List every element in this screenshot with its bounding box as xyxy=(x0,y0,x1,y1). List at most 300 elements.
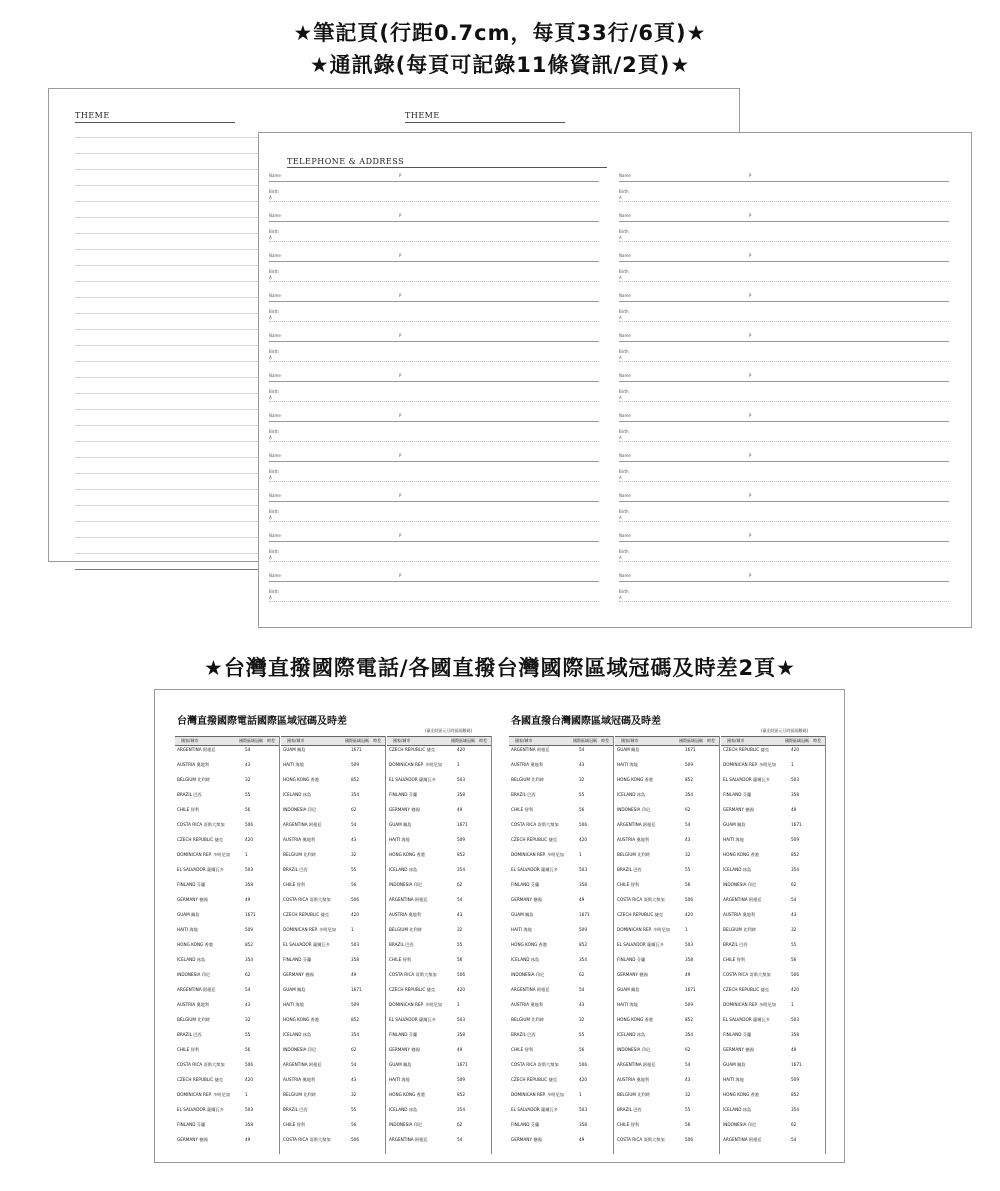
table-row xyxy=(615,776,719,783)
table-row xyxy=(175,761,279,768)
country-code: 56 xyxy=(579,1047,585,1052)
table-row xyxy=(615,1114,719,1121)
country-name: ICELAND 冰島 xyxy=(283,1032,312,1037)
table-row xyxy=(509,761,613,768)
name-label: Name xyxy=(619,333,631,338)
entry-top-line xyxy=(619,381,949,382)
country-name: CHILE 智利 xyxy=(177,1047,199,1052)
table-row xyxy=(387,1084,491,1091)
contact-entry[interactable] xyxy=(619,213,949,250)
contact-entry[interactable] xyxy=(269,573,599,610)
country-code: 62 xyxy=(685,1047,691,1052)
country-code: 54 xyxy=(791,1137,797,1142)
table-row xyxy=(175,1024,279,1031)
table-row xyxy=(175,971,279,978)
table-row xyxy=(175,919,279,926)
country-name: GUAM 關島 xyxy=(177,912,200,917)
contact-entry[interactable] xyxy=(269,253,599,290)
country-name: FINLAND 芬蘭 xyxy=(389,792,418,797)
table-row xyxy=(281,1001,385,1008)
table-row xyxy=(387,919,491,926)
table-row xyxy=(281,904,385,911)
table-row xyxy=(281,1061,385,1068)
table-row xyxy=(721,1084,825,1091)
country-name: BRAZIL 巴西 xyxy=(389,942,414,947)
country-name: FINLAND 芬蘭 xyxy=(177,1122,206,1127)
name-label: Name xyxy=(619,213,631,218)
entry-dotted-line xyxy=(269,281,599,282)
codes-page xyxy=(154,689,845,1163)
country-code: 1671 xyxy=(351,987,362,992)
table-header xyxy=(387,736,491,746)
table-row xyxy=(509,986,613,993)
country-name: AUSTRIA 奧地利 xyxy=(617,1077,650,1082)
table-row xyxy=(615,1069,719,1076)
country-code: 358 xyxy=(457,1032,465,1037)
country-name: ARGENTINA 阿根廷 xyxy=(283,822,322,827)
contact-entry[interactable] xyxy=(619,573,949,610)
country-code: 509 xyxy=(351,1002,359,1007)
table-row xyxy=(387,941,491,948)
table-row xyxy=(721,919,825,926)
country-code: 43 xyxy=(579,1002,585,1007)
address-label: A xyxy=(619,475,622,480)
country-name: CZECH REPUBLIC 捷克 xyxy=(177,837,224,842)
country-code: 509 xyxy=(685,1002,693,1007)
table-row xyxy=(721,949,825,956)
country-name: BELGIUM 比利時 xyxy=(617,1092,650,1097)
country-name: COSTA RICA 哥斯大黎加 xyxy=(389,972,437,977)
table-row xyxy=(509,971,613,978)
table-row xyxy=(721,964,825,971)
phone-label: P xyxy=(749,213,752,218)
table-row xyxy=(387,1106,491,1113)
table-row xyxy=(175,1136,279,1143)
table-row xyxy=(387,1046,491,1053)
table-row xyxy=(387,1136,491,1143)
country-name: GUAM 關島 xyxy=(283,747,306,752)
table-row xyxy=(615,934,719,941)
table-row xyxy=(387,1016,491,1023)
phone-label: P xyxy=(749,413,752,418)
table-row xyxy=(387,1144,491,1151)
address-label: A xyxy=(269,555,272,560)
country-name: INDONESIA 印尼 xyxy=(617,1047,651,1052)
country-code: 506 xyxy=(579,822,587,827)
country-code: 54 xyxy=(245,747,251,752)
birth-label: Birth xyxy=(619,269,629,274)
table-row xyxy=(387,851,491,858)
table-row xyxy=(509,934,613,941)
table-row xyxy=(615,1024,719,1031)
contact-entry[interactable] xyxy=(619,253,949,290)
contact-entry[interactable] xyxy=(619,413,949,450)
country-name: CZECH REPUBLIC 捷克 xyxy=(617,912,664,917)
table-row xyxy=(615,866,719,873)
country-code: 49 xyxy=(245,897,251,902)
header-cell: 時差 xyxy=(813,738,821,743)
country-code: 420 xyxy=(351,912,359,917)
country-code: 503 xyxy=(579,867,587,872)
country-name: FINLAND 芬蘭 xyxy=(177,882,206,887)
table-row xyxy=(281,1114,385,1121)
table-row xyxy=(509,1061,613,1068)
country-code: 509 xyxy=(457,1077,465,1082)
table-row xyxy=(175,791,279,798)
contact-entry[interactable] xyxy=(619,293,949,330)
table-row xyxy=(509,904,613,911)
country-code: 506 xyxy=(685,1137,693,1142)
table-row xyxy=(615,791,719,798)
country-name: CZECH REPUBLIC 捷克 xyxy=(389,987,436,992)
table-row xyxy=(175,746,279,753)
phone-label: P xyxy=(749,373,752,378)
birth-label: Birth xyxy=(269,229,279,234)
table-row xyxy=(387,911,491,918)
country-code: 62 xyxy=(351,1047,357,1052)
table-row xyxy=(721,1061,825,1068)
entry-dotted-line xyxy=(269,481,599,482)
contact-entry[interactable] xyxy=(269,293,599,330)
address-label: A xyxy=(269,595,272,600)
entry-top-line xyxy=(269,461,599,462)
country-name: INDONESIA 印尼 xyxy=(177,972,211,977)
address-label: A xyxy=(269,515,272,520)
name-label: Name xyxy=(619,493,631,498)
table-row xyxy=(387,1031,491,1038)
codes-right-note: (臺北時區元旦時區隔數碼) xyxy=(761,728,809,733)
contact-entry[interactable] xyxy=(269,213,599,250)
header-cell: 國家/城市 xyxy=(515,738,533,743)
country-code: 32 xyxy=(351,852,357,857)
country-name: BELGIUM 比利時 xyxy=(389,927,422,932)
table-row xyxy=(615,851,719,858)
table-row xyxy=(387,1009,491,1016)
country-code: 503 xyxy=(351,942,359,947)
table-row xyxy=(175,956,279,963)
table-row xyxy=(175,904,279,911)
table-row xyxy=(615,859,719,866)
country-code: 32 xyxy=(685,1092,691,1097)
entry-dotted-line xyxy=(269,321,599,322)
table-row xyxy=(509,994,613,1001)
table-row xyxy=(387,746,491,753)
table-row xyxy=(281,1076,385,1083)
name-label: Name xyxy=(619,413,631,418)
table-row xyxy=(387,926,491,933)
table-row xyxy=(281,889,385,896)
column-divider xyxy=(825,736,826,1154)
table-row xyxy=(175,1084,279,1091)
country-code: 49 xyxy=(457,807,463,812)
country-code: 56 xyxy=(245,807,251,812)
table-row xyxy=(509,851,613,858)
contacts-title-underline xyxy=(287,167,607,168)
table-row xyxy=(387,994,491,1001)
entry-top-line xyxy=(619,341,949,342)
table-row xyxy=(175,964,279,971)
table-row xyxy=(615,1144,719,1151)
country-code: 358 xyxy=(791,792,799,797)
country-code: 54 xyxy=(579,747,585,752)
column-divider xyxy=(719,736,720,1154)
country-name: CHILE 智利 xyxy=(511,807,533,812)
country-code: 852 xyxy=(457,852,465,857)
contact-entry[interactable] xyxy=(619,493,949,530)
entry-top-line xyxy=(269,301,599,302)
birth-label: Birth xyxy=(619,469,629,474)
table-row xyxy=(721,844,825,851)
table-row xyxy=(175,994,279,1001)
header-cell: 時差 xyxy=(373,738,381,743)
country-name: BELGIUM 比利時 xyxy=(511,1017,544,1022)
table-row xyxy=(281,1144,385,1151)
table-row xyxy=(281,844,385,851)
country-name: INDONESIA 印尼 xyxy=(389,1122,423,1127)
country-code: 54 xyxy=(457,897,463,902)
country-code: 420 xyxy=(457,747,465,752)
country-name: INDONESIA 印尼 xyxy=(511,972,545,977)
country-code: 49 xyxy=(791,1047,797,1052)
country-code: 32 xyxy=(245,777,251,782)
country-code: 55 xyxy=(351,1107,357,1112)
entry-dotted-line xyxy=(269,561,599,562)
country-code: 852 xyxy=(685,1017,693,1022)
table-row xyxy=(509,784,613,791)
address-label: A xyxy=(619,555,622,560)
entry-dotted-line xyxy=(619,201,949,202)
table-row xyxy=(721,1114,825,1121)
table-row xyxy=(721,814,825,821)
phone-label: P xyxy=(399,373,402,378)
country-code: 852 xyxy=(791,1092,799,1097)
table-row xyxy=(721,986,825,993)
entry-dotted-line xyxy=(269,201,599,202)
country-code: 1 xyxy=(685,927,688,932)
table-row xyxy=(175,866,279,873)
country-code: 49 xyxy=(685,972,691,977)
country-name: HAITI 海地 xyxy=(617,762,638,767)
table-row xyxy=(175,1061,279,1068)
table-row xyxy=(281,941,385,948)
country-name: CHILE 智利 xyxy=(389,957,411,962)
name-label: Name xyxy=(269,253,281,258)
table-row xyxy=(721,941,825,948)
country-name: INDONESIA 印尼 xyxy=(283,807,317,812)
birth-label: Birth xyxy=(269,469,279,474)
country-name: ARGENTINA 阿根廷 xyxy=(723,1137,762,1142)
contact-entry[interactable] xyxy=(269,173,599,210)
country-name: HONG KONG 香港 xyxy=(511,942,548,947)
contact-entry[interactable] xyxy=(269,373,599,410)
contact-entry[interactable] xyxy=(619,333,949,370)
table-row xyxy=(281,821,385,828)
table-row xyxy=(387,829,491,836)
table-row xyxy=(387,761,491,768)
table-row xyxy=(175,844,279,851)
phone-label: P xyxy=(399,493,402,498)
codes-right-title: 各國直撥台灣國際區域冠碼及時差 xyxy=(511,716,661,727)
table-row xyxy=(387,1001,491,1008)
header-cell: 國際區域冠碼 xyxy=(785,738,809,743)
table-row xyxy=(615,1136,719,1143)
table-row xyxy=(175,1144,279,1151)
table-row xyxy=(615,1084,719,1091)
table-row xyxy=(175,859,279,866)
table-row xyxy=(387,1114,491,1121)
contact-entry[interactable] xyxy=(269,493,599,530)
country-name: ARGENTINA 阿根廷 xyxy=(177,747,216,752)
name-label: Name xyxy=(269,373,281,378)
entry-dotted-line xyxy=(619,561,949,562)
country-code: 1671 xyxy=(457,822,468,827)
table-row xyxy=(615,761,719,768)
country-code: 32 xyxy=(579,1017,585,1022)
header-cell: 國家/城市 xyxy=(621,738,639,743)
phone-label: P xyxy=(399,453,402,458)
column-divider xyxy=(613,736,614,1154)
table-row xyxy=(387,949,491,956)
country-code: 358 xyxy=(245,882,253,887)
table-row xyxy=(509,799,613,806)
codes-left-table xyxy=(175,736,495,1154)
table-row xyxy=(175,821,279,828)
table-header xyxy=(281,736,385,746)
table-row xyxy=(721,1076,825,1083)
table-row xyxy=(615,799,719,806)
table-row xyxy=(281,851,385,858)
header-cell: 時差 xyxy=(707,738,715,743)
table-row xyxy=(281,964,385,971)
contact-entry[interactable] xyxy=(619,173,949,210)
country-name: GUAM 關島 xyxy=(617,747,640,752)
contact-entry[interactable] xyxy=(269,333,599,370)
table-row xyxy=(175,754,279,761)
country-name: HAITI 海地 xyxy=(389,1077,410,1082)
table-row xyxy=(509,926,613,933)
theme-label-left: THEME xyxy=(75,111,110,120)
table-row xyxy=(281,1106,385,1113)
country-name: HONG KONG 香港 xyxy=(617,777,654,782)
country-name: CHILE 智利 xyxy=(723,957,745,962)
address-label: A xyxy=(269,355,272,360)
country-name: ARGENTINA 阿根廷 xyxy=(617,822,656,827)
entry-dotted-line xyxy=(269,241,599,242)
table-row xyxy=(387,956,491,963)
country-name: CZECH REPUBLIC 捷克 xyxy=(511,837,558,842)
contact-entry[interactable] xyxy=(619,533,949,570)
name-label: Name xyxy=(269,213,281,218)
country-name: BELGIUM 比利時 xyxy=(723,927,756,932)
country-name: ICELAND 冰島 xyxy=(389,1107,418,1112)
country-code: 32 xyxy=(579,777,585,782)
name-label: Name xyxy=(269,453,281,458)
country-name: FINLAND 芬蘭 xyxy=(723,792,752,797)
country-name: DOMINICAN REP. 多明尼加 xyxy=(511,1092,564,1097)
address-label: A xyxy=(269,195,272,200)
entry-top-line xyxy=(619,221,949,222)
name-label: Name xyxy=(269,333,281,338)
table-row xyxy=(509,866,613,873)
country-name: GERMANY 德國 xyxy=(389,1047,420,1052)
entry-dotted-line xyxy=(619,281,949,282)
contacts-page xyxy=(258,132,972,628)
country-name: DOMINICAN REP. 多明尼加 xyxy=(389,762,442,767)
table-row xyxy=(509,956,613,963)
table-row xyxy=(281,761,385,768)
name-label: Name xyxy=(619,293,631,298)
table-row xyxy=(721,829,825,836)
birth-label: Birth xyxy=(269,429,279,434)
table-row xyxy=(615,919,719,926)
table-row xyxy=(509,814,613,821)
phone-label: P xyxy=(749,573,752,578)
table-row xyxy=(387,1099,491,1106)
country-code: 55 xyxy=(351,867,357,872)
country-code: 1 xyxy=(245,1092,248,1097)
table-row xyxy=(615,896,719,903)
table-row xyxy=(387,1024,491,1031)
table-row xyxy=(615,1039,719,1046)
table-row xyxy=(509,754,613,761)
table-row xyxy=(509,949,613,956)
table-row xyxy=(615,1001,719,1008)
table-row xyxy=(615,1099,719,1106)
country-name: AUSTRIA 奧地利 xyxy=(389,912,422,917)
phone-label: P xyxy=(749,173,752,178)
country-code: 420 xyxy=(579,1077,587,1082)
country-name: AUSTRIA 奧地利 xyxy=(177,1002,210,1007)
table-row xyxy=(721,1099,825,1106)
country-name: FINLAND 芬蘭 xyxy=(723,1032,752,1037)
table-row xyxy=(387,896,491,903)
table-row xyxy=(509,1129,613,1136)
contact-entry[interactable] xyxy=(269,453,599,490)
contact-entry[interactable] xyxy=(619,373,949,410)
contact-entry[interactable] xyxy=(269,533,599,570)
phone-label: P xyxy=(399,253,402,258)
country-name: HONG KONG 香港 xyxy=(723,1092,760,1097)
country-name: DOMINICAN REP. 多明尼加 xyxy=(723,762,776,767)
country-name: DOMINICAN REP. 多明尼加 xyxy=(723,1002,776,1007)
table-row xyxy=(281,776,385,783)
country-code: 506 xyxy=(579,1062,587,1067)
country-code: 354 xyxy=(791,1107,799,1112)
table-row xyxy=(175,814,279,821)
table-row xyxy=(281,1054,385,1061)
country-code: 43 xyxy=(457,912,463,917)
contact-entry[interactable] xyxy=(619,453,949,490)
country-code: 852 xyxy=(351,1017,359,1022)
table-row xyxy=(721,1039,825,1046)
country-code: 54 xyxy=(457,1137,463,1142)
table-row xyxy=(387,1069,491,1076)
country-code: 55 xyxy=(685,1107,691,1112)
country-name: DOMINICAN REP. 多明尼加 xyxy=(511,852,564,857)
table-row xyxy=(387,1061,491,1068)
contact-entry[interactable] xyxy=(269,413,599,450)
table-row xyxy=(615,874,719,881)
entry-top-line xyxy=(619,541,949,542)
country-name: CZECH REPUBLIC 捷克 xyxy=(723,987,770,992)
table-row xyxy=(387,934,491,941)
table-row xyxy=(509,821,613,828)
birth-label: Birth xyxy=(619,229,629,234)
country-code: 509 xyxy=(579,927,587,932)
table-row xyxy=(509,1039,613,1046)
country-name: BELGIUM 比利時 xyxy=(283,852,316,857)
table-header xyxy=(509,736,613,746)
